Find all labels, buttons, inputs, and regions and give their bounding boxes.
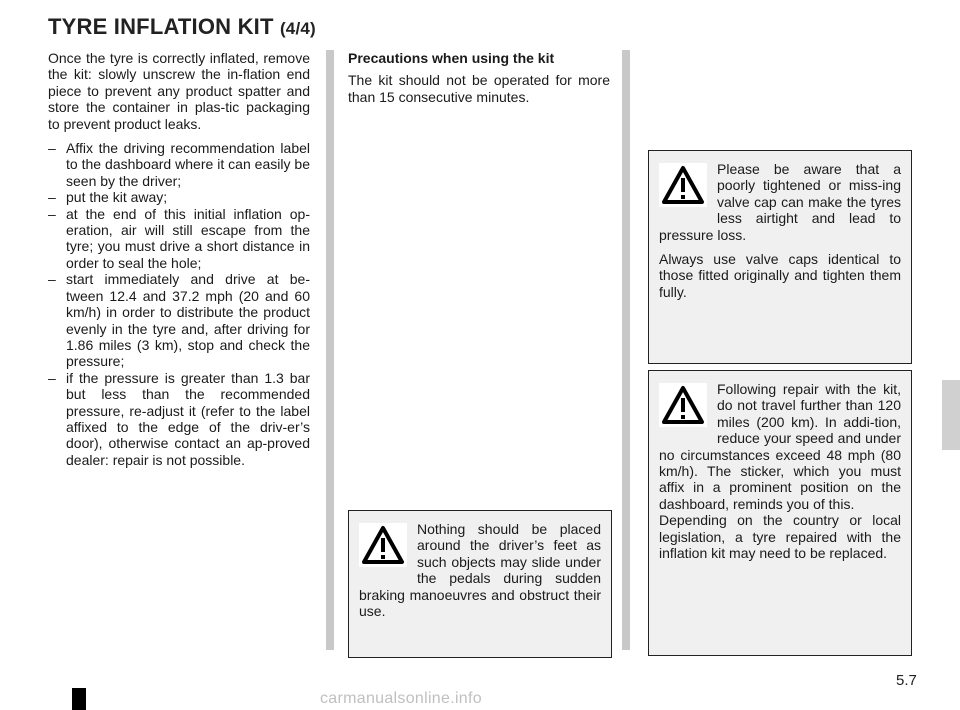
chapter-tab: [942, 380, 960, 450]
warning-triangle-icon: [359, 523, 407, 567]
list-item: – start immediately and drive at be-tween 12.4 and 37.2 mph (20 and 60 km/h) in order to distribute the product evenly in the tyre and, after driving for 1.86 miles (3 km), stop and check the pressure;: [48, 271, 310, 369]
page-number: 5.7: [896, 672, 917, 689]
instruction-list: [48, 140, 310, 468]
title-text: TYRE INFLATION KIT: [48, 14, 274, 39]
left-column: [48, 50, 310, 468]
warning-triangle-icon: [659, 383, 707, 427]
middle-column: [348, 50, 610, 105]
speed-limit-warning-box: [648, 370, 912, 656]
footer-marker: [72, 688, 86, 710]
title-part-indicator: (4/4): [279, 19, 316, 38]
list-item: – put the kit away;: [48, 189, 310, 205]
pedal-obstruction-warning-box: [348, 510, 612, 658]
warning-triangle-icon: [659, 163, 707, 207]
warning-text: Please be aware that a poorly tightened or miss-ing valve cap can make the tyres less airtight and lead to pressure loss.: [659, 161, 901, 243]
intro-paragraph: Once the tyre is correctly inflated, remove the kit: slowly unscrew the in-flation end piece to prevent any product spatter and store the container in plas-tic packaging to prevent product leaks.: [48, 50, 310, 132]
column-divider: [326, 50, 334, 650]
column-divider: [622, 50, 630, 650]
warning-text: Following repair with the kit, do not travel further than 120 miles (200 km). In addi-tion, reduce your speed and under no circumstances exceed 48 mph (80 km/h). The sticker, which you must affix in a prominent position on the dashboard, reminds you of this.: [659, 381, 901, 512]
list-item: – at the end of this initial inflation op-eration, air will still escape from the tyre; you must drive a short distance in order to seal the hole;: [48, 206, 310, 272]
warning-text: Nothing should be placed around the driver’s feet as such objects may slide under the pedals during sudden braking manoeuvres and obstruct their use.: [359, 521, 601, 620]
warning-text: Depending on the country or local legislation, a tyre repaired with the inflation kit may need to be replaced.: [659, 512, 901, 562]
precaution-text: The kit should not be operated for more than 15 consecutive minutes.: [348, 72, 610, 105]
warning-text: Always use valve caps identical to those fitted originally and tighten them fully.: [659, 251, 901, 300]
valve-cap-warning-box: [648, 150, 912, 364]
section-heading: Precautions when using the kit: [348, 50, 555, 66]
page-title: [48, 14, 316, 40]
list-item: – Affix the driving recommendation label to the dashboard where it can easily be seen by the driver;: [48, 140, 310, 189]
watermark: carmanualsonline.info: [320, 690, 482, 707]
list-item: – if the pressure is greater than 1.3 bar but less than the recommended pressure, re-adjust it (refer to the label affixed to the edge of the driv-er’s door), otherwise contact an ap-proved dealer: repair is not possible.: [48, 370, 310, 468]
